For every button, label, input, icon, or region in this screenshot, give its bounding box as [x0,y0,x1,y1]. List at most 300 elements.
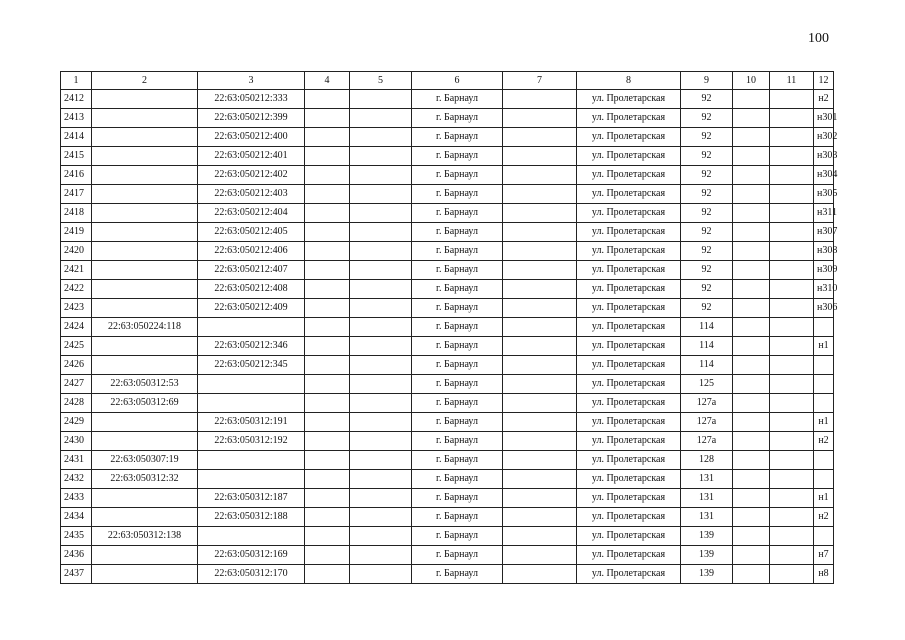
cell-col-4 [305,128,350,147]
cell-cadastral-number-land [92,546,198,565]
cell-cadastral-number-premises [198,394,305,413]
cell-premises-number [814,394,834,413]
cell-cadastral-number-premises: 22:63:050212:406 [198,242,305,261]
cell-col-5 [350,413,412,432]
cell-cadastral-number-premises [198,527,305,546]
cell-col-5 [350,375,412,394]
table-row [61,432,834,451]
cell-street: ул. Пролетарская [577,280,681,299]
table-row [61,413,834,432]
cell-cadastral-number-premises: 22:63:050212:346 [198,337,305,356]
cell-col-7 [503,261,577,280]
cell-col-10 [733,565,770,584]
table-row [61,546,834,565]
cell-col-10 [733,128,770,147]
cell-cadastral-number-premises: 22:63:050212:404 [198,204,305,223]
cell-house-number: 131 [681,470,733,489]
table-header [61,72,834,90]
cell-street: ул. Пролетарская [577,166,681,185]
cell-settlement: г. Барнаул [412,299,503,318]
cell-premises-number: н309 [814,261,834,280]
cell-cadastral-number-land [92,223,198,242]
table-row [61,527,834,546]
cell-col-7 [503,546,577,565]
cell-street: ул. Пролетарская [577,375,681,394]
cell-street: ул. Пролетарская [577,185,681,204]
cell-col-11 [770,432,814,451]
cell-col-10 [733,299,770,318]
cell-col-10 [733,166,770,185]
cell-cadastral-number-premises [198,318,305,337]
cell-street: ул. Пролетарская [577,546,681,565]
cell-street: ул. Пролетарская [577,299,681,318]
table-row [61,318,834,337]
cell-street: ул. Пролетарская [577,242,681,261]
cell-settlement: г. Барнаул [412,356,503,375]
column-header-3: 3 [198,72,305,90]
cell-row-number: 2423 [61,299,92,318]
cell-col-5 [350,166,412,185]
cell-premises-number: н8 [814,565,834,584]
cell-cadastral-number-land [92,147,198,166]
cell-col-7 [503,432,577,451]
cell-cadastral-number-land [92,413,198,432]
table-row [61,337,834,356]
column-header-10: 10 [733,72,770,90]
cell-cadastral-number-premises: 22:63:050212:345 [198,356,305,375]
cell-street: ул. Пролетарская [577,470,681,489]
cell-col-11 [770,565,814,584]
cell-col-11 [770,299,814,318]
cell-col-7 [503,128,577,147]
cell-house-number: 92 [681,261,733,280]
cell-house-number: 127а [681,394,733,413]
cell-cadastral-number-land [92,508,198,527]
cell-cadastral-number-land: 22:63:050307:19 [92,451,198,470]
table-row [61,299,834,318]
cell-street: ул. Пролетарская [577,261,681,280]
cell-col-4 [305,204,350,223]
cell-col-4 [305,451,350,470]
cell-col-11 [770,223,814,242]
cell-street: ул. Пролетарская [577,527,681,546]
cell-col-11 [770,261,814,280]
cell-house-number: 131 [681,489,733,508]
column-header-11: 11 [770,72,814,90]
cell-col-11 [770,356,814,375]
table-row [61,470,834,489]
cell-settlement: г. Барнаул [412,166,503,185]
cell-col-10 [733,242,770,261]
cell-col-10 [733,204,770,223]
cell-col-5 [350,280,412,299]
cell-street: ул. Пролетарская [577,128,681,147]
cell-settlement: г. Барнаул [412,508,503,527]
cell-row-number: 2417 [61,185,92,204]
cell-street: ул. Пролетарская [577,109,681,128]
cell-street: ул. Пролетарская [577,204,681,223]
cell-premises-number: н308 [814,242,834,261]
cell-col-11 [770,147,814,166]
cell-settlement: г. Барнаул [412,337,503,356]
cell-cadastral-number-premises: 22:63:050312:191 [198,413,305,432]
cell-premises-number: н307 [814,223,834,242]
cell-settlement: г. Барнаул [412,90,503,109]
cell-col-7 [503,166,577,185]
cell-col-7 [503,318,577,337]
cell-col-11 [770,470,814,489]
cell-street: ул. Пролетарская [577,413,681,432]
cell-col-10 [733,337,770,356]
cell-house-number: 92 [681,166,733,185]
cell-cadastral-number-premises [198,451,305,470]
cell-settlement: г. Барнаул [412,185,503,204]
cell-col-7 [503,375,577,394]
cell-settlement: г. Барнаул [412,394,503,413]
cell-house-number: 128 [681,451,733,470]
cell-col-5 [350,242,412,261]
cell-cadastral-number-premises [198,375,305,394]
cell-col-7 [503,337,577,356]
table-row [61,90,834,109]
cell-house-number: 131 [681,508,733,527]
cell-cadastral-number-land: 22:63:050312:53 [92,375,198,394]
cell-col-10 [733,280,770,299]
cell-col-4 [305,242,350,261]
table-row [61,375,834,394]
cell-col-10 [733,356,770,375]
cell-cadastral-number-land [92,242,198,261]
cell-house-number: 114 [681,318,733,337]
cell-col-10 [733,223,770,242]
cell-row-number: 2422 [61,280,92,299]
cell-premises-number [814,375,834,394]
cell-settlement: г. Барнаул [412,223,503,242]
cell-col-10 [733,375,770,394]
cell-col-11 [770,451,814,470]
cell-col-4 [305,432,350,451]
cell-cadastral-number-land: 22:63:050224:118 [92,318,198,337]
table-row [61,565,834,584]
cell-col-4 [305,527,350,546]
cell-cadastral-number-premises: 22:63:050212:401 [198,147,305,166]
column-header-12: 12 [814,72,834,90]
cell-cadastral-number-land [92,337,198,356]
cell-col-7 [503,204,577,223]
cell-cadastral-number-land [92,90,198,109]
cell-cadastral-number-land [92,204,198,223]
table-row [61,508,834,527]
cell-col-10 [733,489,770,508]
cell-premises-number: н1 [814,489,834,508]
table-row [61,109,834,128]
cell-col-10 [733,432,770,451]
cell-col-7 [503,185,577,204]
cell-cadastral-number-land [92,489,198,508]
cell-premises-number: н7 [814,546,834,565]
cell-house-number: 114 [681,337,733,356]
cell-house-number: 92 [681,90,733,109]
cell-col-11 [770,508,814,527]
cell-row-number: 2432 [61,470,92,489]
cell-col-4 [305,356,350,375]
cell-premises-number: н1 [814,413,834,432]
cell-col-11 [770,185,814,204]
cell-col-11 [770,128,814,147]
table-row [61,185,834,204]
cell-settlement: г. Барнаул [412,375,503,394]
cell-row-number: 2421 [61,261,92,280]
cell-cadastral-number-premises: 22:63:050312:169 [198,546,305,565]
cell-col-10 [733,318,770,337]
cell-col-5 [350,109,412,128]
table-row [61,394,834,413]
cell-premises-number [814,527,834,546]
cell-col-4 [305,280,350,299]
cell-premises-number [814,318,834,337]
cell-col-10 [733,261,770,280]
cell-house-number: 139 [681,527,733,546]
cell-col-7 [503,90,577,109]
cell-col-5 [350,299,412,318]
cell-cadastral-number-premises: 22:63:050312:187 [198,489,305,508]
cell-col-5 [350,470,412,489]
cell-col-11 [770,394,814,413]
cell-premises-number: н310 [814,280,834,299]
cell-col-7 [503,147,577,166]
cell-row-number: 2430 [61,432,92,451]
cell-col-11 [770,166,814,185]
cell-col-4 [305,565,350,584]
column-header-4: 4 [305,72,350,90]
cell-cadastral-number-land [92,356,198,375]
cell-house-number: 114 [681,356,733,375]
cell-row-number: 2426 [61,356,92,375]
cell-cadastral-number-premises: 22:63:050212:400 [198,128,305,147]
cell-col-7 [503,280,577,299]
cell-col-5 [350,337,412,356]
cell-settlement: г. Барнаул [412,546,503,565]
cell-cadastral-number-premises: 22:63:050212:408 [198,280,305,299]
cell-premises-number [814,451,834,470]
column-header-9: 9 [681,72,733,90]
cell-row-number: 2427 [61,375,92,394]
header-row [61,72,834,90]
cell-cadastral-number-premises: 22:63:050212:409 [198,299,305,318]
cell-cadastral-number-premises: 22:63:050212:407 [198,261,305,280]
cell-row-number: 2416 [61,166,92,185]
cell-row-number: 2436 [61,546,92,565]
column-header-5: 5 [350,72,412,90]
cell-col-11 [770,413,814,432]
cell-house-number: 92 [681,109,733,128]
cell-premises-number: н2 [814,90,834,109]
cell-col-7 [503,489,577,508]
cell-row-number: 2428 [61,394,92,413]
registry-table [60,71,838,584]
cell-cadastral-number-premises: 22:63:050312:192 [198,432,305,451]
cell-col-4 [305,394,350,413]
cell-street: ул. Пролетарская [577,508,681,527]
cell-row-number: 2435 [61,527,92,546]
cell-col-7 [503,413,577,432]
cell-row-number: 2412 [61,90,92,109]
cell-col-4 [305,261,350,280]
cell-cadastral-number-land [92,261,198,280]
cell-row-number: 2425 [61,337,92,356]
table-row [61,261,834,280]
cell-col-7 [503,299,577,318]
cell-col-5 [350,261,412,280]
cell-col-5 [350,527,412,546]
table-body [61,90,838,584]
cell-settlement: г. Барнаул [412,413,503,432]
cell-street: ул. Пролетарская [577,489,681,508]
cell-col-7 [503,565,577,584]
cell-premises-number: н303 [814,147,834,166]
cell-col-4 [305,375,350,394]
cell-house-number: 139 [681,565,733,584]
cell-col-5 [350,147,412,166]
cell-premises-number [814,356,834,375]
cell-col-11 [770,337,814,356]
cell-col-11 [770,280,814,299]
cell-cadastral-number-premises: 22:63:050212:333 [198,90,305,109]
cell-row-number: 2431 [61,451,92,470]
cell-col-4 [305,337,350,356]
cell-col-5 [350,489,412,508]
cell-col-5 [350,394,412,413]
cell-premises-number: н2 [814,508,834,527]
column-header-6: 6 [412,72,503,90]
cell-settlement: г. Барнаул [412,451,503,470]
cell-col-4 [305,470,350,489]
cell-col-7 [503,242,577,261]
cell-cadastral-number-land: 22:63:050312:69 [92,394,198,413]
cell-cadastral-number-premises: 22:63:050212:405 [198,223,305,242]
cell-col-5 [350,204,412,223]
cell-col-4 [305,147,350,166]
cell-settlement: г. Барнаул [412,109,503,128]
cell-street: ул. Пролетарская [577,147,681,166]
cell-premises-number [814,470,834,489]
cell-row-number: 2413 [61,109,92,128]
cell-col-7 [503,356,577,375]
cell-premises-number: н301 [814,109,834,128]
cell-premises-number: н302 [814,128,834,147]
cell-cadastral-number-premises: 22:63:050212:399 [198,109,305,128]
cell-cadastral-number-land: 22:63:050312:138 [92,527,198,546]
cell-row-number: 2414 [61,128,92,147]
column-header-1: 1 [61,72,92,90]
cell-col-7 [503,451,577,470]
cell-row-number: 2434 [61,508,92,527]
cell-col-7 [503,109,577,128]
cell-settlement: г. Барнаул [412,470,503,489]
cell-col-7 [503,394,577,413]
cell-col-5 [350,451,412,470]
cell-row-number: 2429 [61,413,92,432]
cell-house-number: 92 [681,299,733,318]
cell-col-4 [305,318,350,337]
cell-col-10 [733,90,770,109]
cell-col-11 [770,204,814,223]
cell-premises-number: н2 [814,432,834,451]
cell-col-7 [503,223,577,242]
cell-cadastral-number-land [92,166,198,185]
column-header-8: 8 [577,72,681,90]
cell-premises-number: н306 [814,299,834,318]
cell-street: ул. Пролетарская [577,223,681,242]
cell-col-4 [305,109,350,128]
cell-col-10 [733,147,770,166]
cell-premises-number: н1 [814,337,834,356]
cell-col-7 [503,470,577,489]
cell-cadastral-number-premises: 22:63:050312:170 [198,565,305,584]
column-header-7: 7 [503,72,577,90]
cell-street: ул. Пролетарская [577,451,681,470]
cell-col-11 [770,489,814,508]
cell-row-number: 2420 [61,242,92,261]
cell-col-11 [770,527,814,546]
cell-cadastral-number-land [92,109,198,128]
cell-col-5 [350,565,412,584]
cell-settlement: г. Барнаул [412,527,503,546]
cell-settlement: г. Барнаул [412,565,503,584]
cell-street: ул. Пролетарская [577,90,681,109]
cell-premises-number: н305 [814,185,834,204]
cell-settlement: г. Барнаул [412,280,503,299]
cell-house-number: 92 [681,128,733,147]
cell-house-number: 139 [681,546,733,565]
cell-col-5 [350,223,412,242]
cell-cadastral-number-land [92,299,198,318]
cell-house-number: 92 [681,242,733,261]
cell-row-number: 2437 [61,565,92,584]
cell-settlement: г. Барнаул [412,489,503,508]
cell-col-10 [733,394,770,413]
cell-col-11 [770,375,814,394]
cell-row-number: 2433 [61,489,92,508]
cell-settlement: г. Барнаул [412,261,503,280]
cell-house-number: 92 [681,147,733,166]
cell-street: ул. Пролетарская [577,394,681,413]
cell-cadastral-number-land [92,432,198,451]
page-number: 100 [808,31,829,46]
cell-col-5 [350,546,412,565]
table-row [61,242,834,261]
table-row [61,489,834,508]
cell-col-10 [733,546,770,565]
cell-house-number: 127а [681,413,733,432]
table-row [61,147,834,166]
cell-col-10 [733,508,770,527]
cell-house-number: 92 [681,185,733,204]
cell-col-10 [733,451,770,470]
cell-premises-number: н304 [814,166,834,185]
cell-house-number: 92 [681,204,733,223]
cell-col-5 [350,90,412,109]
cell-col-10 [733,413,770,432]
table-row [61,356,834,375]
cell-premises-number: н311 [814,204,834,223]
cell-row-number: 2415 [61,147,92,166]
cell-cadastral-number-premises [198,470,305,489]
cell-cadastral-number-premises: 22:63:050212:402 [198,166,305,185]
cell-settlement: г. Барнаул [412,147,503,166]
cell-col-4 [305,223,350,242]
cell-col-10 [733,527,770,546]
